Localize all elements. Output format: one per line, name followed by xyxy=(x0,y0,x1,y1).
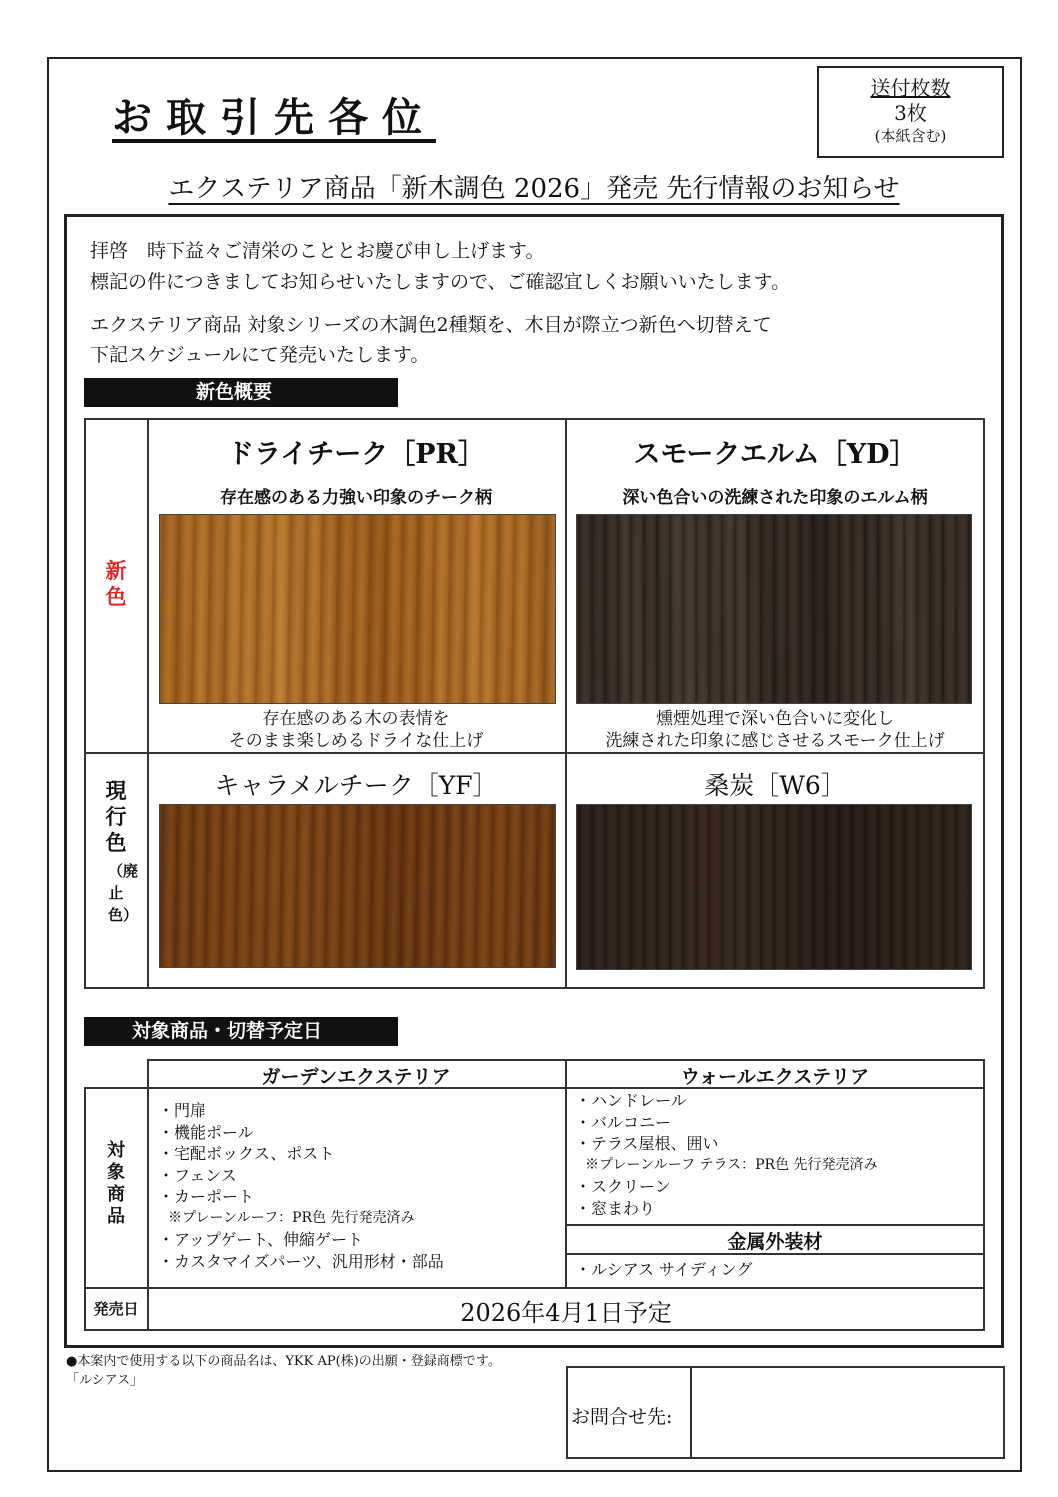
kuwazumi-swatch xyxy=(576,804,972,970)
list-item: ・窓まわり xyxy=(575,1198,656,1218)
new-color-1-name: ドライチーク［PR］ xyxy=(227,439,485,470)
metal-divider-top xyxy=(565,1224,985,1226)
list-item: ・バルコニー xyxy=(575,1112,672,1132)
target-products-label-text: 対象商品 xyxy=(107,1140,125,1227)
trademark-brand: 「ルシアス」 xyxy=(66,1373,144,1388)
overview-heading: 新色概要 xyxy=(84,378,398,407)
smoke-elm-swatch xyxy=(576,514,972,704)
new-color-2-desc-line1: 燻煙処理で深い色合いに変化し xyxy=(656,709,894,729)
new-color-2-tagline: 深い色合いの洗練された印象のエルム柄 xyxy=(622,488,928,508)
list-item: ・ルシアス サイディング xyxy=(575,1260,753,1279)
overview-divider-h xyxy=(84,752,985,754)
list-item: ・フェンス xyxy=(158,1165,237,1185)
garden-note: ※プレーンルーフ：PR色 先行発売済み xyxy=(168,1209,415,1226)
contact-divider xyxy=(690,1366,692,1459)
list-item: ・ハンドレール xyxy=(575,1091,687,1110)
addressee: お取引先各位 xyxy=(112,95,436,141)
sheets-label: 送付枚数 xyxy=(870,76,951,100)
list-item: ・カーポート xyxy=(158,1187,255,1206)
sheets-box xyxy=(817,66,1004,158)
current-color-sublabel: （廃止色） xyxy=(108,862,139,924)
intro-line-3: エクステリア商品 対象シリーズの木調色2種類を、木目が際立つ新色へ切替えて xyxy=(90,314,772,336)
list-item: ・門扉 xyxy=(158,1101,207,1120)
new-color-2-desc xyxy=(567,708,983,752)
sheets-note: (本紙含む) xyxy=(874,127,947,145)
products-heading: 対象商品・切替予定日 xyxy=(84,1017,398,1046)
list-item: ・カスタマイズパーツ、汎用形材・部品 xyxy=(158,1251,444,1271)
trademark-note: ●本案内で使用する以下の商品名は、YKK AP(株)の出願・登録商標です。 xyxy=(66,1354,501,1369)
new-color-label-text: 新色 xyxy=(105,559,127,609)
list-item: ・スクリーン xyxy=(575,1177,671,1196)
release-date: 2026年4月1日予定 xyxy=(460,1299,672,1327)
list-item: ・テラス屋根、囲い xyxy=(575,1134,719,1153)
metal-list xyxy=(575,1259,980,1281)
products-divider-release xyxy=(84,1287,985,1289)
current-color-2-name: 桑炭［W6］ xyxy=(704,771,846,800)
garden-list xyxy=(158,1100,558,1272)
current-color-label xyxy=(86,778,146,926)
list-item: ・機能ポール xyxy=(158,1122,254,1142)
caramel-teak-swatch xyxy=(159,804,556,968)
new-color-1-desc xyxy=(149,708,563,752)
sheets-count: 3枚 xyxy=(894,101,927,125)
garden-header: ガーデンエクステリア xyxy=(261,1066,451,1088)
document-title: エクステリア商品「新木調色 2026」発売 先行情報のお知らせ xyxy=(168,174,900,204)
wall-note: ※プレーンルーフ テラス：PR色 先行発売済み xyxy=(585,1156,878,1173)
wall-list xyxy=(575,1090,980,1219)
metal-header: 金属外装材 xyxy=(727,1231,823,1253)
intro-line-2: 標記の件につきましてお知らせいたしますので、ご確認宜しくお願いいたします。 xyxy=(90,271,791,293)
release-label: 発売日 xyxy=(93,1300,139,1318)
current-color-label-text: 現行色 xyxy=(105,779,127,855)
list-item: ・宅配ボックス、ポスト xyxy=(158,1144,335,1163)
dry-teak-swatch xyxy=(159,514,556,704)
contact-field[interactable] xyxy=(694,1370,1000,1455)
new-color-label xyxy=(86,558,146,610)
intro-line-1: 拝啓 時下益々ご清栄のこととお慶び申し上げます。 xyxy=(90,240,545,262)
new-color-2-name: スモークエルム［YD］ xyxy=(633,439,917,470)
new-color-1-desc-line1: 存在感のある木の表情を xyxy=(262,709,450,729)
new-color-2-desc-line2: 洗練された印象に感じさせるスモーク仕上げ xyxy=(605,731,945,751)
products-divider-v1 xyxy=(147,1087,149,1289)
intro-line-4: 下記スケジュールにて発売いたします。 xyxy=(90,344,430,366)
new-color-1-desc-line2: そのまま楽しめるドライな仕上げ xyxy=(228,731,484,751)
contact-label: お問合せ先: xyxy=(571,1406,673,1428)
new-color-1-tagline: 存在感のある力強い印象のチーク柄 xyxy=(220,488,492,508)
target-products-label xyxy=(86,1140,146,1228)
wall-header: ウォールエクステリア xyxy=(680,1066,870,1088)
list-item: ・アップゲート、伸縮ゲート xyxy=(158,1230,363,1249)
current-color-1-name: キャラメルチーク［YF］ xyxy=(214,771,498,800)
